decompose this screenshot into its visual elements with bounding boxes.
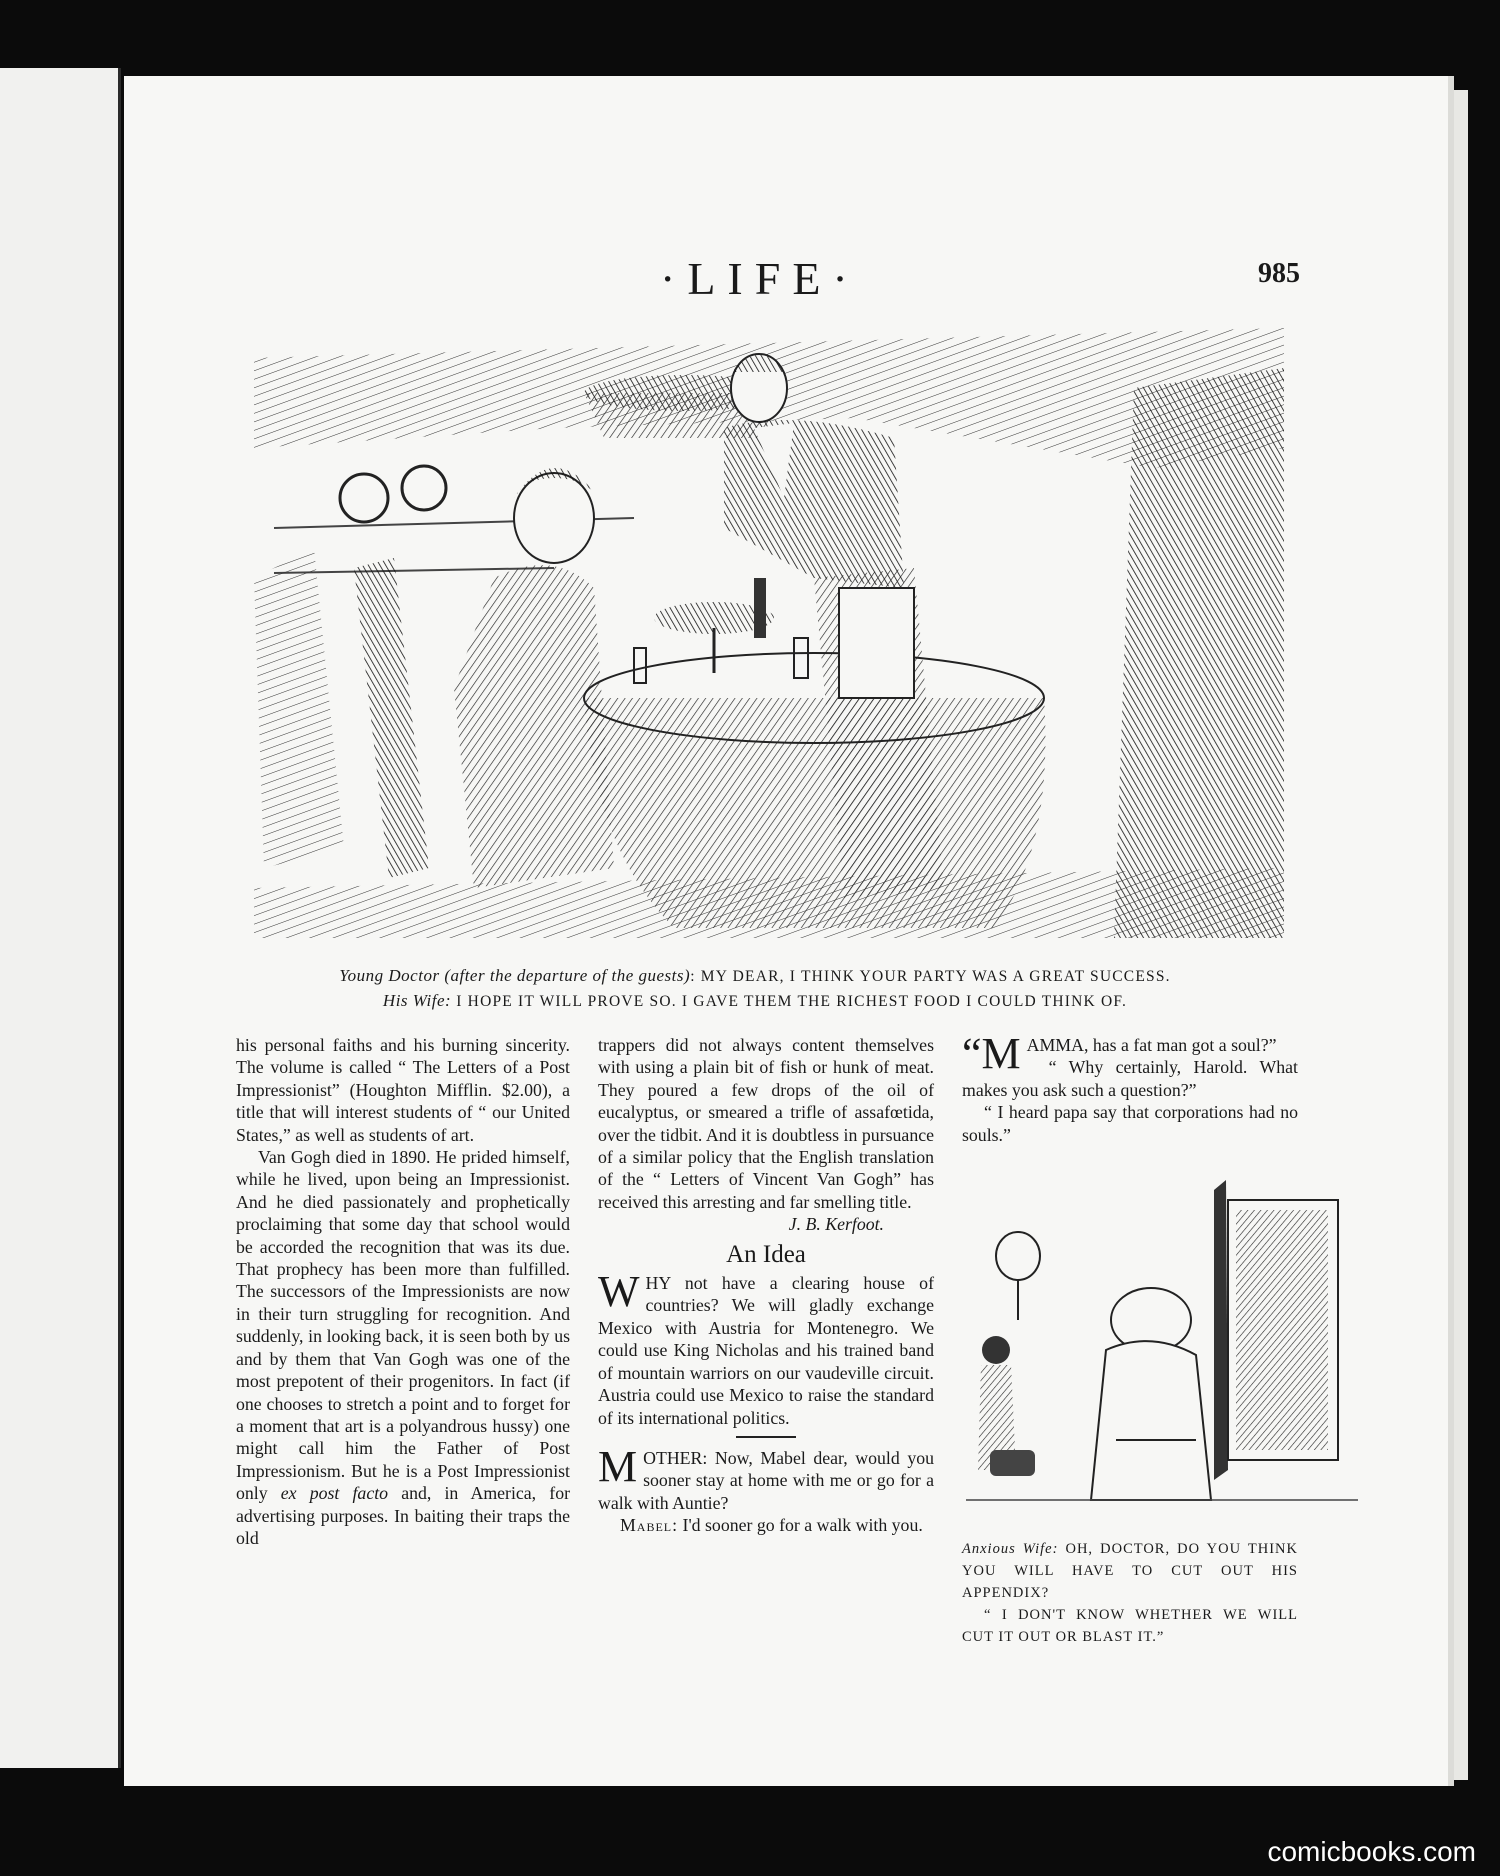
column-1-paragraph-2-text: Van Gogh died in 1890. He prided himself, while he lived, upon being an Impressionist. And he died passionately and prophetically proclaiming that some day that school would be accorded the recognition that was its due. That prophecy has been more than fulfilled. The successors of the Impressionists are now in their turn struggling for recognition. And suddenly, in looking back, it is seen both by us and by them that Van Gogh was one of the most prepotent of their progenitors. In fact (if one chooses to stretch a point and to forget for a moment that art is a polyandrous hussy) one might call him the Father of Post Impressionism. But he is a Post Impressionist only	[236, 1147, 570, 1504]
mabel-text: I'd sooner go for a walk with you.	[682, 1515, 923, 1536]
caption-speaker-2: His Wife:	[382, 991, 452, 1010]
cartoon-2-caption-reply: “ I DON'T KNOW WHETHER WE WILL CUT IT OUT OR BLAST IT.”	[962, 1607, 1298, 1645]
column-3-line-3: “ I heard papa say that corporations had no souls.”	[962, 1102, 1298, 1145]
an-idea-paragraph	[598, 1267, 934, 1429]
column-1-paragraph-1: his personal faiths and his burning sincerity. The volume is called “ The Letters of a Post Impressionist” (Houghton Mifflin. $2.00), a title that will interest students of “ our United States,” as well as students of art.	[236, 1035, 570, 1145]
caption-speaker-1: Young Doctor (after the departure of the guests)	[339, 966, 691, 985]
dropcap-m: M	[598, 1441, 638, 1491]
caption-text-1: MY DEAR, I THINK YOUR PARTY WAS A GREAT SUCCESS.	[700, 968, 1171, 985]
dropcap-w: W	[598, 1267, 640, 1317]
site-watermark: comicbooks.com	[1267, 1836, 1476, 1867]
cartoon-2-caption-line-1	[962, 1538, 1298, 1604]
column-1	[236, 1034, 570, 1549]
hippo-doctor-illustration	[966, 1180, 1358, 1535]
column-3-line-2: “ Why certainly, Harold. What makes you ask such a question?”	[962, 1057, 1298, 1100]
cartoon-caption: Young Doctor (after the departure of the guests): MY DEAR, I THINK YOUR PARTY WAS A GREAT SUCCESS. His Wife: I HOPE IT WILL PROVE SO. I GAVE THEM THE RICHEST FOOD I COULD THINK OF.	[339, 966, 1171, 1010]
column-1-paragraph-2	[236, 1146, 570, 1549]
mabel-paragraph	[598, 1514, 934, 1536]
column-1-paragraph-2-end: and, in America, for advertising purposes. In baiting their traps the old	[236, 1483, 571, 1548]
section-divider	[736, 1436, 796, 1438]
column-2	[598, 1034, 934, 1537]
an-idea-text: HY not have a clearing house of countries? We will gladly exchange Mexico with Austria for Montenegro. We could use King Nicholas and his trained band of mountain warriors on our vaudeville circuit. Austria could use Mexico to raise the standard of its international politics.	[598, 1273, 934, 1428]
dropcap-quote-m: “M	[962, 1029, 1021, 1078]
mamma-text: AMMA, has a fat man got a soul?”	[1026, 1035, 1277, 1055]
mother-paragraph	[598, 1441, 934, 1514]
dinner-party-illustration	[254, 328, 1284, 938]
magazine-title: ·LIFE·	[660, 253, 860, 304]
mamma-paragraph	[962, 1029, 1298, 1078]
page-number: 985	[1258, 258, 1300, 289]
facing-page-edge	[0, 68, 121, 1768]
anxious-wife-speaker: Anxious Wife:	[962, 1541, 1059, 1557]
mother-text: OTHER: Now, Mabel dear, would you sooner stay at home with me or go for a walk with Auntie?	[598, 1447, 934, 1513]
mabel-speaker: Mabel:	[620, 1515, 679, 1536]
caption-text-2: I HOPE IT WILL PROVE SO. I GAVE THEM THE RICHEST FOOD I COULD THINK OF.	[456, 993, 1128, 1010]
column-3	[962, 1029, 1298, 1146]
page-stack-edge	[1454, 90, 1468, 1780]
cartoon-2-caption	[962, 1538, 1298, 1648]
ex-post-facto: ex post facto	[280, 1483, 389, 1504]
anxious-wife-text: OH, DOCTOR, DO YOU THINK YOU WILL HAVE TO CUT OUT HIS APPENDIX?	[962, 1541, 1298, 1601]
author-signature: J. B. Kerfoot.	[788, 1214, 884, 1235]
column-2-paragraph-1: trappers did not always content themselves with using a plain bit of fish or hunk of meat. They poured a few drops of the oil of eucalyptus, or smeared a trifle of assafœtida, over the tidbit. And it is doubtless in pursuance of a similar policy that the English translation of the “ Letters of Vincent Van Gogh” has received this arresting and far smelling title.	[598, 1035, 934, 1212]
an-idea-heading: An Idea	[726, 1240, 806, 1268]
